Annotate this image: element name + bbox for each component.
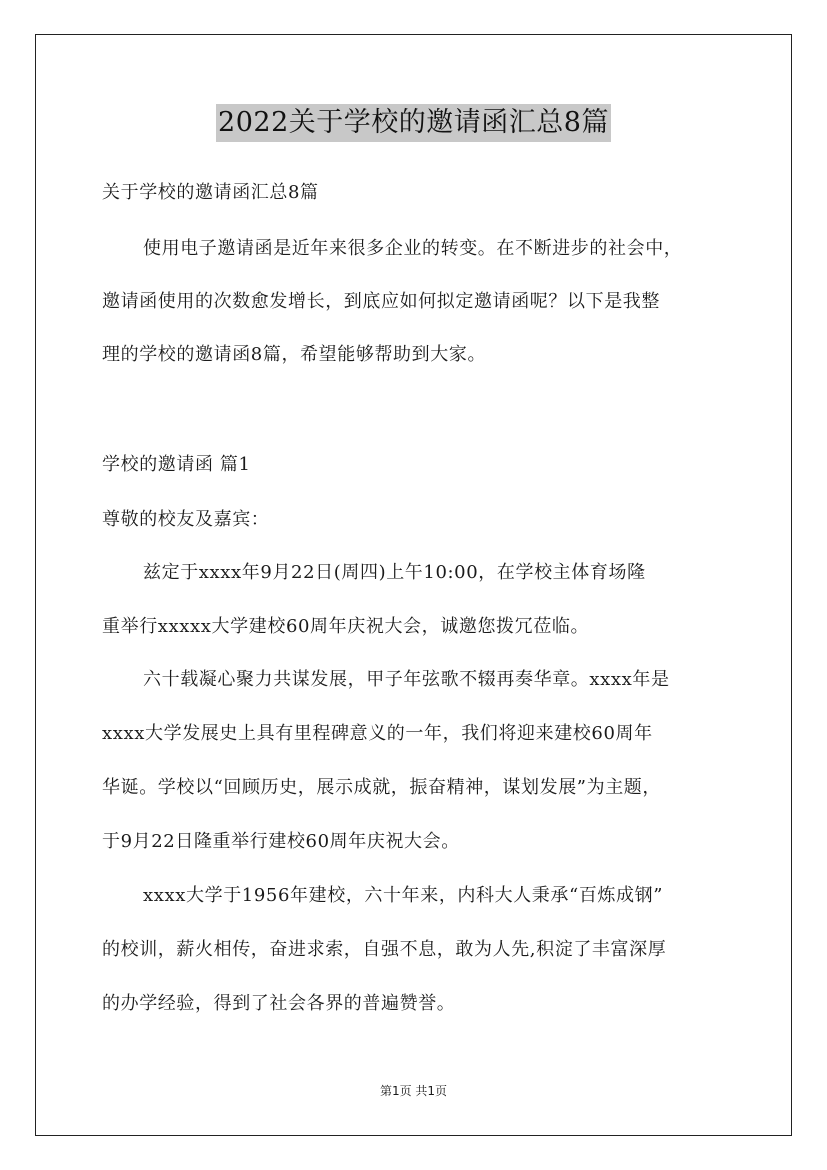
title-container	[0, 104, 827, 142]
paragraph-line: xxxx大学发展史上具有里程碑意义的一年，我们将迎来建校60周年	[102, 723, 653, 744]
paragraph-line: 于9月22日隆重举行建校60周年庆祝大会。	[102, 831, 460, 852]
paragraph-line: 兹定于xxxx年9月22日(周四)上午10:00，在学校主体育场隆	[143, 562, 646, 583]
paragraph-line: 重举行xxxxx大学建校60周年庆祝大会，诚邀您拨冗莅临。	[102, 616, 590, 637]
page-footer: 第1页 共1页	[379, 1084, 448, 1098]
intro-line: 邀请函使用的次数愈发增长，到底应如何拟定邀请函呢？以下是我整	[102, 291, 660, 312]
intro-line: 理的学校的邀请函8篇，希望能够帮助到大家。	[102, 344, 487, 365]
paragraph-line: 华诞。学校以“回顾历史，展示成就，振奋精神，谋划发展”为主题，	[102, 777, 662, 798]
document-title: 2022关于学校的邀请函汇总8篇	[216, 104, 611, 142]
paragraph-line: 的办学经验，得到了社会各界的普遍赞誉。	[102, 993, 456, 1014]
section-heading: 学校的邀请函 篇1	[102, 454, 251, 475]
salutation: 尊敬的校友及嘉宾：	[102, 509, 270, 530]
paragraph-line: 的校训，薪火相传，奋进求索，自强不息，敢为人先,积淀了丰富深厚	[102, 939, 667, 960]
document-subtitle: 关于学校的邀请函汇总8篇	[102, 182, 319, 203]
intro-line: 使用电子邀请函是近年来很多企业的转变。在不断进步的社会中，	[143, 238, 683, 259]
paragraph-line: 六十载凝心聚力共谋发展，甲子年弦歌不辍再奏华章。xxxx年是	[143, 669, 670, 690]
paragraph-line: xxxx大学于1956年建校，六十年来，内科大人秉承“百炼成钢”	[143, 885, 664, 906]
